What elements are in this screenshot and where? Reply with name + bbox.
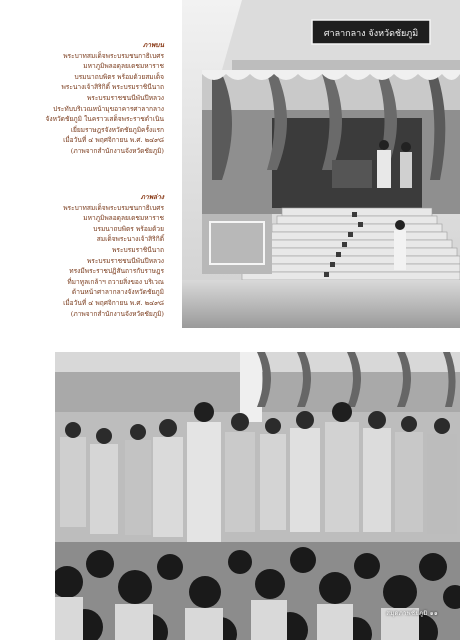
bottom-photograph: [55, 352, 460, 640]
bottom-caption-heading: ภาพล่าง: [140, 193, 164, 201]
bottom-caption-body: พระบาทสมเด็จพระบรมชนกาธิเบศร มหาภูมิพลอดุลยเดชมหาราช บรมนาถบพิตร พร้อมด้วย สมเด็จพระนางเจ้าสิริกิติ์ พระบรมราชินีนาถ พระบรมราชชนนีพันปีหลวง ทรงมีพระราชปฏิสันถารกับราษฎร ที่มาทูลเกล้าฯ ถวายสิ่งของ บริเวณ ด้านหน้าศาลากลางจังหวัดชัยภูมิ เมื่อวันที่ ๔ พฤศจิกายน พ.ศ. ๒๔๙๘ (ภาพจากสำนักงานจังหวัดชัยภูมิ): [63, 203, 164, 318]
hall-sign-text: ศาลากลาง จังหวัดชัยภูมิ: [323, 29, 419, 39]
top-caption: [14, 40, 164, 157]
top-caption-heading: ภาพบน: [142, 41, 164, 49]
top-caption-body: พระบาทสมเด็จพระบรมชนกาธิเบศร มหาภูมิพลอดุลยเดชมหาราช บรมนาถบพิตร พร้อมด้วยสมเด็จ พระนางเจ้าสิริกิติ์ พระบรมราชินีนาถ พระบรมราชชนนีพันปีหลวง ประทับบริเวณหน้ามุขอาคารศาลากลาง จังหวัดชัยภูมิ ในคราวเสด็จพระราชดำเนิน เยี่ยมราษฎรจังหวัดชัยภูมิครั้งแรก เมื่อวันที่ ๔ พฤศจิกายน พ.ศ. ๒๔๙๘ (ภาพจากสำนักงานจังหวัดชัยภูมิ): [45, 51, 164, 155]
page-footer-label: สมุดภาพชัยภูมิ ๑๑: [386, 610, 438, 617]
top-photograph: [182, 0, 460, 328]
bottom-caption: [14, 192, 164, 319]
